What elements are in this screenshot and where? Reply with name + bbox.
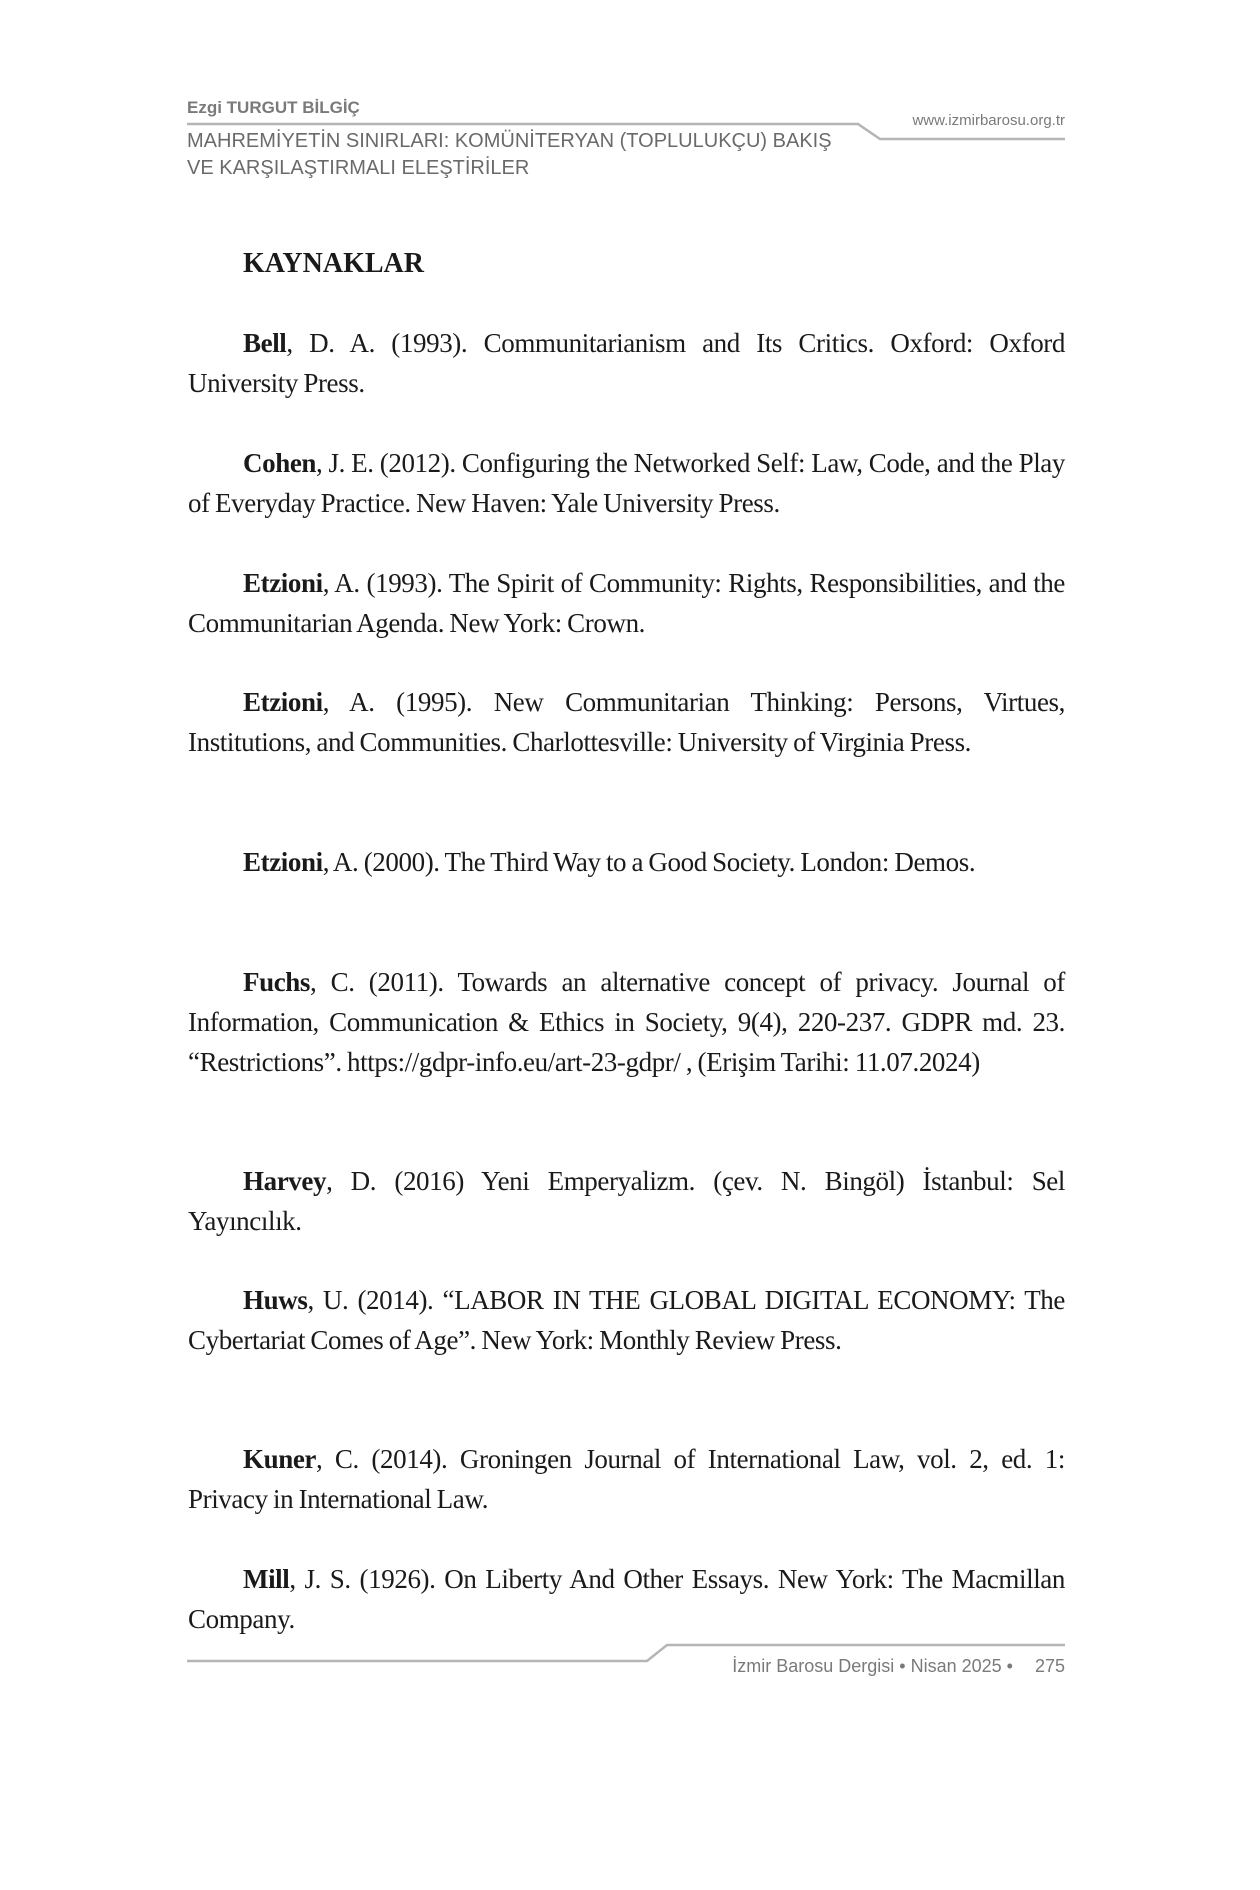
reference-item bbox=[188, 1559, 1065, 1639]
reference-author: Etzioni bbox=[243, 568, 323, 598]
reference-author: Etzioni bbox=[243, 687, 323, 717]
page-number: 275 bbox=[1034, 1656, 1065, 1676]
reference-author: Cohen bbox=[243, 448, 317, 478]
footer bbox=[732, 1656, 1065, 1677]
reference-item bbox=[188, 842, 1065, 882]
reference-author: Fuchs bbox=[243, 967, 311, 997]
reference-item bbox=[188, 962, 1065, 1082]
reference-text: , J. E. (2012). Configuring the Networked Self: Law, Code, and the Play of Everyday Practice. New Haven: Yale University Press. bbox=[188, 448, 1065, 518]
reference-item bbox=[188, 1161, 1065, 1241]
reference-author: Bell bbox=[243, 328, 287, 358]
reference-item bbox=[188, 1439, 1065, 1519]
header-title-line1: MAHREMİYETİN SINIRLARI: KOMÜNİTERYAN (TOPLULUKÇU) BAKIŞ bbox=[187, 130, 832, 152]
header-author: Ezgi TURGUT BİLGİÇ bbox=[187, 98, 360, 117]
reference-item bbox=[188, 323, 1065, 403]
reference-text: , A. (2000). The Third Way to a Good Society. London: Demos. bbox=[322, 847, 976, 877]
footer-journal: İzmir Barosu Dergisi • Nisan 2025 • bbox=[732, 1656, 1013, 1676]
reference-text: , U. (2014). “LABOR IN THE GLOBAL DIGITAL ECONOMY: The Cybertariat Comes of Age”. New York: Monthly Review Press. bbox=[188, 1285, 1065, 1355]
header-url: www.izmirbarosu.org.tr bbox=[912, 112, 1065, 129]
reference-text: , D. A. (1993). Communitarianism and Its Critics. Oxford: Oxford University Press. bbox=[188, 328, 1065, 398]
reference-item bbox=[188, 563, 1065, 643]
reference-item bbox=[188, 1280, 1065, 1360]
reference-text: , D. (2016) Yeni Emperyalizm. (çev. N. Bingöl) İstanbul: Sel Yayıncılık. bbox=[188, 1166, 1065, 1236]
reference-text: , A. (1993). The Spirit of Community: Rights, Responsibilities, and the Communitarian Agenda. New York: Crown. bbox=[188, 568, 1065, 638]
reference-text: , A. (1995). New Communitarian Thinking: Persons, Virtues, Institutions, and Communities. Charlottesville: University of Virginia Press. bbox=[188, 687, 1065, 757]
reference-text: , C. (2011). Towards an alternative concept of privacy. Journal of Information, Communication & Ethics in Society, 9(4), 220-237. GDPR md. 23. “Restrictions”. https://gdpr-info.eu/art-23-gdpr/ , (Erişim Tarihi: 11.07.2024) bbox=[188, 967, 1065, 1077]
reference-author: Mill bbox=[243, 1564, 290, 1594]
reference-author: Harvey bbox=[243, 1166, 327, 1196]
reference-author: Etzioni bbox=[243, 847, 323, 877]
header-title bbox=[187, 128, 887, 182]
reference-item bbox=[188, 443, 1065, 523]
section-title: KAYNAKLAR bbox=[243, 248, 424, 279]
reference-text: , C. (2014). Groningen Journal of International Law, vol. 2, ed. 1: Privacy in International Law. bbox=[188, 1444, 1065, 1514]
reference-author: Huws bbox=[243, 1285, 308, 1315]
reference-text: , J. S. (1926). On Liberty And Other Essays. New York: The Macmillan Company. bbox=[188, 1564, 1065, 1634]
header-title-line2: VE KARŞILAŞTIRMALI ELEŞTİRİLER bbox=[187, 157, 530, 179]
reference-item bbox=[188, 682, 1065, 762]
reference-author: Kuner bbox=[243, 1444, 317, 1474]
